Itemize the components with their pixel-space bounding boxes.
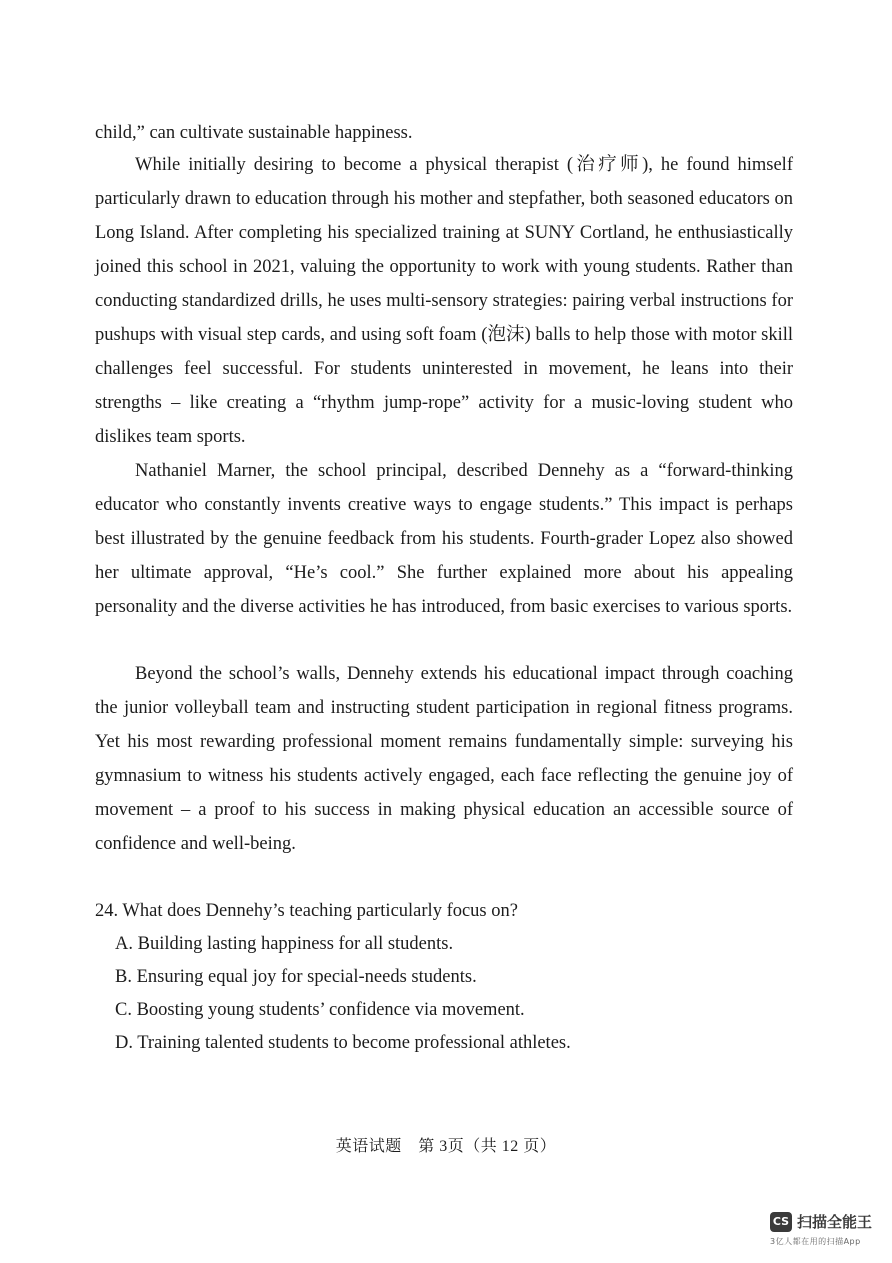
passage-paragraph (95, 116, 793, 150)
page-footer (0, 1133, 892, 1156)
passage-paragraph (95, 148, 793, 454)
question-24 (95, 895, 795, 1060)
option-a: A. Building lasting happiness for all students. (115, 934, 454, 954)
paragraph-text: Beyond the school’s walls, Dennehy extends his educational impact through coaching the junior volleyball team and instructing student participation in regional fitness programs. Yet his most rewarding professional moment remains fundamentally simple: surveying his gymnasium to witness his students actively engaged, each face reflecting the genuine joy of movement – a proof to his success in making physical education an accessible source of confidence and well-being. (95, 664, 793, 854)
option-d: D. Training talented students to become professional athletes. (115, 1033, 571, 1053)
watermark-name: 扫描全能王 (797, 1213, 873, 1231)
scanner-watermark (770, 1212, 880, 1252)
paragraph-text: Nathaniel Marner, the school principal, described Dennehy as a “forward-thinking educator who constantly invents creative ways to engage students.” This impact is perhaps best illustrated by the genuine feedback from his students. Fourth-grader Lopez also showed her ultimate approval, “He’s cool.” She further explained more about his appealing personality and the diverse activities he has introduced, from basic exercises to various sports. (95, 461, 793, 617)
paragraph-text: child,” can cultivate sustainable happiness. (95, 123, 413, 143)
passage-paragraph (95, 454, 793, 624)
question-stem: 24. What does Dennehy’s teaching particularly focus on? (95, 901, 518, 921)
option-b: B. Ensuring equal joy for special-needs students. (115, 967, 477, 987)
paragraph-text: While initially desiring to become a physical therapist (治疗师), he found himself particularly drawn to education through his mother and stepfather, both seasoned educators on Long Island. After completing his specialized training at SUNY Cortland, he enthusiastically joined this school in 2021, valuing the opportunity to work with young students. Rather than conducting standardized drills, he uses multi-sensory strategies: pairing verbal instructions for pushups with visual step cards, and using soft foam (泡沫) balls to help those with motor skill challenges feel successful. For students uninterested in movement, he leans into their strengths – like creating a “rhythm jump-rope” activity for a music-loving student who dislikes team sports. (95, 155, 793, 447)
passage-paragraph (95, 657, 793, 861)
footer-page-number: 第 3页（共 12 页） (418, 1138, 557, 1155)
footer-subject: 英语试题 (335, 1138, 402, 1155)
option-c: C. Boosting young students’ confidence via movement. (115, 1000, 525, 1020)
watermark-tagline: 3亿人都在用的扫描App (770, 1237, 861, 1246)
camscanner-logo-icon: CS (770, 1212, 792, 1232)
